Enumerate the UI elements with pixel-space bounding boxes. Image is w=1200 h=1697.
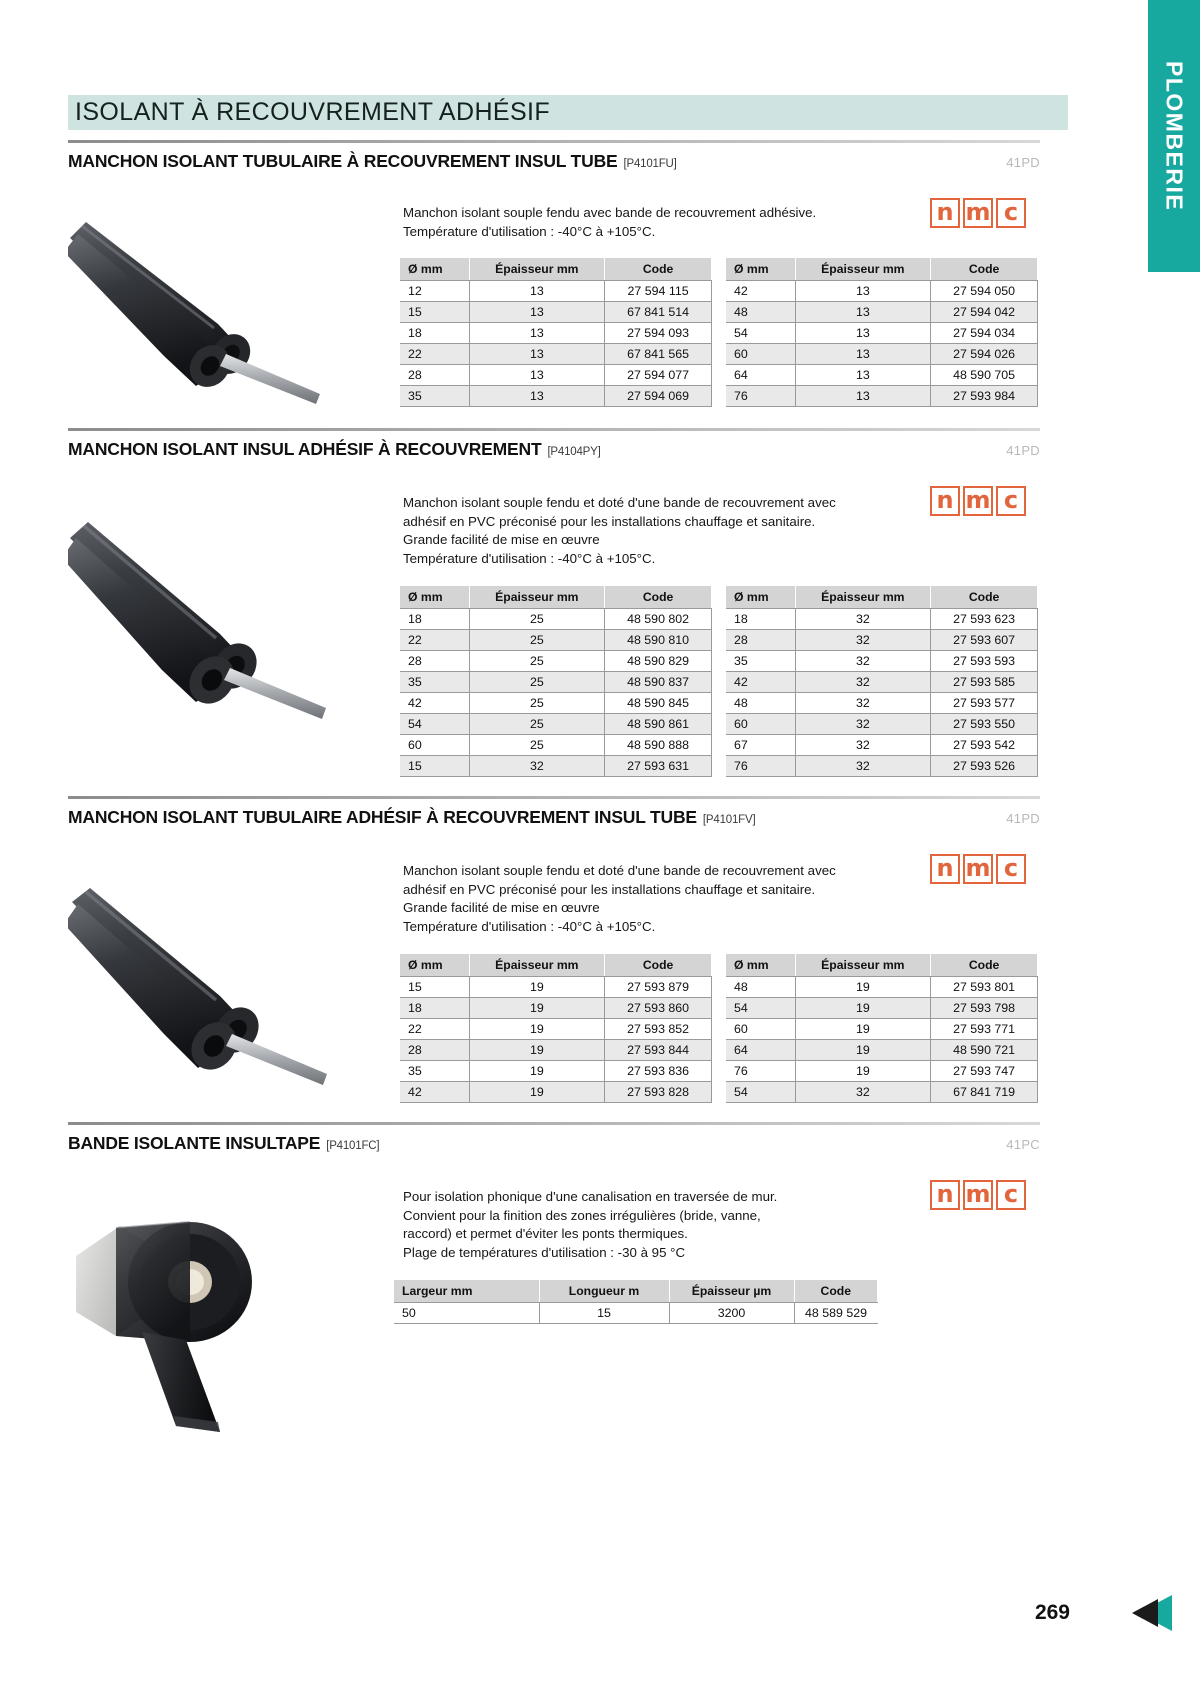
table-row xyxy=(400,998,712,1019)
table-cell: 19 xyxy=(469,998,605,1019)
table-cell: 27 594 034 xyxy=(931,323,1038,344)
table-cell: 19 xyxy=(795,977,931,998)
product-image-insultape xyxy=(68,1194,338,1434)
table-cell: 19 xyxy=(469,977,605,998)
table-cell: 48 589 529 xyxy=(794,1303,878,1324)
table-cell: 27 593 771 xyxy=(931,1019,1038,1040)
table-cell: 64 xyxy=(726,365,795,386)
logo-letter-m: m xyxy=(963,198,993,228)
table-cell: 50 xyxy=(394,1303,539,1324)
table-cell: 13 xyxy=(469,323,605,344)
table-row xyxy=(400,672,712,693)
table-cell: 54 xyxy=(726,1082,795,1103)
table-cell: 13 xyxy=(469,386,605,407)
table-row xyxy=(400,609,712,630)
table-row xyxy=(400,735,712,756)
col-thickness: Épaisseur mm xyxy=(469,954,605,977)
logo-letter-n: n xyxy=(930,198,960,228)
logo-letter-m: m xyxy=(963,854,993,884)
table-cell: 15 xyxy=(400,302,469,323)
table-cell: 67 xyxy=(726,735,795,756)
table-body xyxy=(400,977,712,1103)
table-cell: 15 xyxy=(539,1303,669,1324)
table-cell: 19 xyxy=(469,1040,605,1061)
table-cell: 3200 xyxy=(669,1303,794,1324)
table-cell: 42 xyxy=(726,281,795,302)
table-cell: 48 xyxy=(726,693,795,714)
table-header-row xyxy=(726,258,1038,281)
table-cell: 13 xyxy=(795,344,931,365)
page-number: 269 xyxy=(1034,1601,1070,1624)
section-header xyxy=(68,1133,1040,1158)
table-cell: 35 xyxy=(400,672,469,693)
table-row xyxy=(726,609,1038,630)
table-header-row xyxy=(394,1280,878,1303)
table-cell: 27 593 828 xyxy=(605,1082,712,1103)
table-cell: 19 xyxy=(795,1061,931,1082)
table-row xyxy=(400,386,712,407)
table-row xyxy=(726,672,1038,693)
table-cell: 27 593 593 xyxy=(931,651,1038,672)
table-cell: 22 xyxy=(400,344,469,365)
table-row xyxy=(400,714,712,735)
table-row xyxy=(400,344,712,365)
page-title-band xyxy=(68,95,1068,130)
table-row xyxy=(726,735,1038,756)
table-cell: 32 xyxy=(795,651,931,672)
table-cell: 48 xyxy=(726,977,795,998)
table-cell: 27 593 844 xyxy=(605,1040,712,1061)
table-cell: 48 590 837 xyxy=(605,672,712,693)
table-cell: 18 xyxy=(400,998,469,1019)
table-cell: 27 593 747 xyxy=(931,1061,1038,1082)
table-cell: 35 xyxy=(400,1061,469,1082)
table-row xyxy=(400,977,712,998)
table-cell: 27 594 050 xyxy=(931,281,1038,302)
col-thickness: Épaisseur mm xyxy=(795,258,931,281)
logo-letter-c: c xyxy=(996,198,1026,228)
table-cell: 27 593 798 xyxy=(931,998,1038,1019)
table-cell: 13 xyxy=(795,281,931,302)
product-description: Manchon isolant souple fendu avec bande de recouvrement adhésive. Température d'utilisation : -40°C à +105°C. xyxy=(403,205,817,239)
table-cell: 25 xyxy=(469,714,605,735)
table-row xyxy=(400,1061,712,1082)
table-row xyxy=(400,1019,712,1040)
table-row xyxy=(726,323,1038,344)
table-cell: 28 xyxy=(400,365,469,386)
col-code: Code xyxy=(605,586,712,609)
table-cell: 27 593 836 xyxy=(605,1061,712,1082)
table-cell: 42 xyxy=(726,672,795,693)
table-cell: 42 xyxy=(400,1082,469,1103)
table-row xyxy=(400,1082,712,1103)
section-divider xyxy=(68,1122,1040,1125)
table-cell: 27 593 526 xyxy=(931,756,1038,777)
table-cell: 13 xyxy=(795,386,931,407)
product-image-insul-tube xyxy=(68,204,328,404)
nmc-logo xyxy=(930,854,1026,884)
table-row xyxy=(726,998,1038,1019)
section-page-ref: 41PC xyxy=(1006,1137,1040,1152)
logo-letter-n: n xyxy=(930,486,960,516)
table-row xyxy=(726,1061,1038,1082)
col-thickness: Épaisseur mm xyxy=(469,586,605,609)
col-diameter: Ø mm xyxy=(400,258,469,281)
col-code: Code xyxy=(794,1280,878,1303)
table-body xyxy=(726,281,1038,407)
table-cell: 27 594 026 xyxy=(931,344,1038,365)
table-row xyxy=(726,386,1038,407)
section-page-ref: 41PD xyxy=(1006,155,1040,170)
table-cell: 18 xyxy=(400,323,469,344)
table-cell: 12 xyxy=(400,281,469,302)
section-title: MANCHON ISOLANT TUBULAIRE À RECOUVREMENT INSUL TUBE xyxy=(68,151,618,171)
section-title: BANDE ISOLANTE INSULTAPE xyxy=(68,1133,321,1153)
table-row xyxy=(726,630,1038,651)
section-page-ref: 41PD xyxy=(1006,811,1040,826)
table-cell: 27 594 093 xyxy=(605,323,712,344)
table-cell: 13 xyxy=(469,281,605,302)
table-cell: 32 xyxy=(795,693,931,714)
table-cell: 27 593 860 xyxy=(605,998,712,1019)
table-cell: 60 xyxy=(726,714,795,735)
table-cell: 22 xyxy=(400,630,469,651)
table-cell: 27 594 069 xyxy=(605,386,712,407)
table-cell: 27 594 115 xyxy=(605,281,712,302)
table-cell: 27 593 984 xyxy=(931,386,1038,407)
section-divider xyxy=(68,428,1040,431)
table-row xyxy=(400,630,712,651)
col-thickness: Épaisseur µm xyxy=(669,1280,794,1303)
table-row xyxy=(400,323,712,344)
col-thickness: Épaisseur mm xyxy=(795,586,931,609)
table-header-row xyxy=(400,258,712,281)
table-cell: 35 xyxy=(726,651,795,672)
table-cell: 25 xyxy=(469,672,605,693)
table-cell: 15 xyxy=(400,977,469,998)
table-row xyxy=(726,1019,1038,1040)
table-cell: 25 xyxy=(469,693,605,714)
table-cell: 48 590 705 xyxy=(931,365,1038,386)
table-row xyxy=(726,977,1038,998)
table-cell: 32 xyxy=(795,672,931,693)
section-divider xyxy=(68,140,1040,143)
table-cell: 32 xyxy=(795,630,931,651)
table-cell: 48 590 802 xyxy=(605,609,712,630)
table-cell: 48 xyxy=(726,302,795,323)
table-body xyxy=(400,609,712,777)
table-cell: 25 xyxy=(469,609,605,630)
col-code: Code xyxy=(605,954,712,977)
section-title: MANCHON ISOLANT INSUL ADHÉSIF À RECOUVREMENT xyxy=(68,439,542,459)
spec-table-2-left xyxy=(400,586,712,777)
table-cell: 13 xyxy=(795,302,931,323)
col-code: Code xyxy=(931,586,1038,609)
table-cell: 27 593 585 xyxy=(931,672,1038,693)
table-cell: 35 xyxy=(400,386,469,407)
table-row xyxy=(400,756,712,777)
table-cell: 76 xyxy=(726,756,795,777)
table-cell: 19 xyxy=(795,1019,931,1040)
table-cell: 15 xyxy=(400,756,469,777)
product-section-1 xyxy=(68,140,1040,421)
table-cell: 32 xyxy=(795,609,931,630)
nmc-logo xyxy=(930,1180,1026,1210)
section-title: MANCHON ISOLANT TUBULAIRE ADHÉSIF À RECOUVREMENT INSUL TUBE xyxy=(68,807,697,827)
table-cell: 32 xyxy=(795,1082,931,1103)
table-body xyxy=(400,281,712,407)
spec-table-4 xyxy=(394,1280,878,1324)
table-cell: 76 xyxy=(726,386,795,407)
spec-table-3-right xyxy=(726,954,1038,1103)
category-tab-label: PLOMBERIE xyxy=(1161,60,1188,212)
logo-letter-c: c xyxy=(996,854,1026,884)
section-reference: [P4101FC] xyxy=(326,1140,380,1152)
col-diameter: Ø mm xyxy=(726,954,795,977)
table-row xyxy=(726,714,1038,735)
page-title: ISOLANT À RECOUVREMENT ADHÉSIF xyxy=(75,98,551,126)
table-cell: 13 xyxy=(469,365,605,386)
table-cell: 19 xyxy=(469,1061,605,1082)
table-cell: 27 593 607 xyxy=(931,630,1038,651)
table-cell: 28 xyxy=(400,651,469,672)
logo-letter-n: n xyxy=(930,854,960,884)
table-cell: 27 594 042 xyxy=(931,302,1038,323)
table-cell: 48 590 861 xyxy=(605,714,712,735)
table-header-row xyxy=(726,586,1038,609)
table-cell: 48 590 888 xyxy=(605,735,712,756)
col-diameter: Ø mm xyxy=(400,586,469,609)
spec-table-3-left xyxy=(400,954,712,1103)
table-cell: 27 593 550 xyxy=(931,714,1038,735)
table-cell: 48 590 810 xyxy=(605,630,712,651)
table-row xyxy=(400,651,712,672)
table-header-row xyxy=(400,954,712,977)
table-cell: 28 xyxy=(400,1040,469,1061)
table-cell: 13 xyxy=(469,302,605,323)
table-cell: 32 xyxy=(795,735,931,756)
table-cell: 48 590 829 xyxy=(605,651,712,672)
table-body xyxy=(726,977,1038,1103)
table-cell: 22 xyxy=(400,1019,469,1040)
section-reference: [P4101FV] xyxy=(702,814,756,826)
table-cell: 27 593 879 xyxy=(605,977,712,998)
product-section-3 xyxy=(68,796,1040,1132)
table-row xyxy=(394,1303,878,1324)
table-cell: 54 xyxy=(400,714,469,735)
table-cell: 28 xyxy=(726,630,795,651)
table-cell: 27 593 801 xyxy=(931,977,1038,998)
section-header xyxy=(68,807,1040,832)
product-section-2 xyxy=(68,428,1040,799)
table-cell: 19 xyxy=(469,1082,605,1103)
logo-letter-c: c xyxy=(996,1180,1026,1210)
col-length: Longueur m xyxy=(539,1280,669,1303)
logo-letter-n: n xyxy=(930,1180,960,1210)
section-divider xyxy=(68,796,1040,799)
side-rail xyxy=(1148,272,1200,1697)
table-cell: 25 xyxy=(469,735,605,756)
logo-letter-c: c xyxy=(996,486,1026,516)
section-reference: [P4104PY] xyxy=(547,446,601,458)
table-body xyxy=(726,609,1038,777)
col-diameter: Ø mm xyxy=(726,258,795,281)
table-row xyxy=(726,1082,1038,1103)
logo-letter-m: m xyxy=(963,486,993,516)
table-cell: 27 594 077 xyxy=(605,365,712,386)
table-cell: 42 xyxy=(400,693,469,714)
table-cell: 54 xyxy=(726,323,795,344)
table-row xyxy=(726,365,1038,386)
table-row xyxy=(726,302,1038,323)
table-cell: 19 xyxy=(795,1040,931,1061)
table-cell: 32 xyxy=(469,756,605,777)
nmc-logo xyxy=(930,486,1026,516)
table-cell: 64 xyxy=(726,1040,795,1061)
table-row xyxy=(400,281,712,302)
table-cell: 18 xyxy=(400,609,469,630)
table-cell: 60 xyxy=(400,735,469,756)
table-cell: 13 xyxy=(795,323,931,344)
product-section-4 xyxy=(68,1122,1040,1448)
table-row xyxy=(400,693,712,714)
table-cell: 32 xyxy=(795,756,931,777)
logo-letter-m: m xyxy=(963,1180,993,1210)
table-cell: 48 590 721 xyxy=(931,1040,1038,1061)
table-cell: 67 841 719 xyxy=(931,1082,1038,1103)
table-row xyxy=(726,281,1038,302)
col-thickness: Épaisseur mm xyxy=(795,954,931,977)
product-description: Pour isolation phonique d'une canalisation en traversée de mur. Convient pour la finition des zones irrégulières (bride, vanne, raccord) et permet d'éviter les ponts thermiques. Plage de températures d'utilisation : -30 à 95 °C xyxy=(403,1189,778,1260)
nmc-logo xyxy=(930,198,1026,228)
table-cell: 18 xyxy=(726,609,795,630)
table-cell: 48 590 845 xyxy=(605,693,712,714)
table-cell: 76 xyxy=(726,1061,795,1082)
corner-bookmark-icon xyxy=(1128,1591,1172,1635)
table-header-row xyxy=(400,586,712,609)
table-header-row xyxy=(726,954,1038,977)
table-cell: 60 xyxy=(726,1019,795,1040)
spec-table-2-right xyxy=(726,586,1038,777)
table-cell: 27 593 623 xyxy=(931,609,1038,630)
table-body xyxy=(394,1303,878,1324)
col-code: Code xyxy=(931,258,1038,281)
section-header xyxy=(68,439,1040,464)
table-cell: 19 xyxy=(469,1019,605,1040)
col-width: Largeur mm xyxy=(394,1280,539,1303)
table-cell: 54 xyxy=(726,998,795,1019)
table-cell: 60 xyxy=(726,344,795,365)
table-cell: 27 593 577 xyxy=(931,693,1038,714)
product-image-insul-adhesif xyxy=(68,506,333,726)
table-cell: 67 841 514 xyxy=(605,302,712,323)
spec-table-1-left xyxy=(400,258,712,407)
table-row xyxy=(726,344,1038,365)
table-row xyxy=(400,365,712,386)
section-header xyxy=(68,151,1040,176)
product-image-insul-tube-adhesif xyxy=(68,874,333,1089)
table-row xyxy=(726,1040,1038,1061)
table-row xyxy=(400,302,712,323)
table-cell: 27 593 852 xyxy=(605,1019,712,1040)
table-row xyxy=(726,651,1038,672)
table-cell: 25 xyxy=(469,651,605,672)
col-code: Code xyxy=(931,954,1038,977)
table-cell: 13 xyxy=(469,344,605,365)
table-cell: 25 xyxy=(469,630,605,651)
product-description: Manchon isolant souple fendu et doté d'une bande de recouvrement avec adhésif en PVC préconisé pour les installations chauffage et sanitaire. Grande facilité de mise en œuvre Température d'utilisation : -40°C à +105°C. xyxy=(403,863,836,934)
table-cell: 13 xyxy=(795,365,931,386)
table-cell: 27 593 631 xyxy=(605,756,712,777)
table-row xyxy=(726,756,1038,777)
section-page-ref: 41PD xyxy=(1006,443,1040,458)
col-diameter: Ø mm xyxy=(400,954,469,977)
table-cell: 67 841 565 xyxy=(605,344,712,365)
col-code: Code xyxy=(605,258,712,281)
col-diameter: Ø mm xyxy=(726,586,795,609)
table-row xyxy=(400,1040,712,1061)
product-description: Manchon isolant souple fendu et doté d'une bande de recouvrement avec adhésif en PVC préconisé pour les installations chauffage et sanitaire. Grande facilité de mise en œuvre Température d'utilisation : -40°C à +105°C. xyxy=(403,495,836,566)
table-row xyxy=(726,693,1038,714)
col-thickness: Épaisseur mm xyxy=(469,258,605,281)
spec-table-1-right xyxy=(726,258,1038,407)
table-cell: 32 xyxy=(795,714,931,735)
table-cell: 19 xyxy=(795,998,931,1019)
table-cell: 27 593 542 xyxy=(931,735,1038,756)
section-reference: [P4101FU] xyxy=(623,158,677,170)
